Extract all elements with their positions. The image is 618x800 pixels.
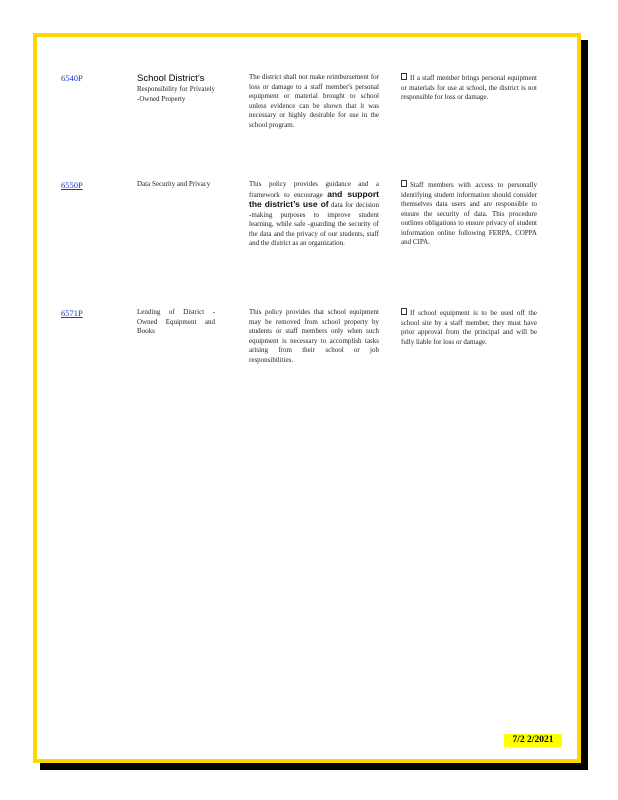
policy-title-main: School District’s [137,73,205,84]
description-part: This policy provides guidance and a framework to encourage [249,180,379,199]
bullet-text: If a staff member brings personal equipment or materials for use at school, the district is not responsible for loss or damage. [401,74,537,101]
bullet-text: If school equipment is to be used off the school site by a staff member, they must have prior approval from the principal and will be fully liable for loss or damage. [401,309,537,346]
policy-title-rest: Responsibility for Privately -Owned Property [137,85,215,103]
policy-code-link[interactable]: 6550P [61,180,83,190]
document-page [33,33,581,763]
bullet-text: Staff members with access to personally identifying student information should consider themselves data users and are responsible to ensure the security of data. This procedure outlines obligations to ensure privacy of student information online following FERPA, COPPA and CIPA. [401,181,537,246]
bullet-box-icon [401,180,407,187]
policy-procedure-bullet [401,73,537,103]
description-bold-part: and support the district’s use of [249,188,380,209]
description-part: data for decision -making purposes to improve student learning, while safe -guarding the security of the data and the privacy of our students, staff and the district as an organization. [249,201,380,247]
policy-title: Lending of District - Owned Equipment and Books [137,308,215,335]
policy-code-link[interactable]: 6540P [61,73,83,83]
bullet-box-icon [401,308,407,315]
policy-procedure-bullet [401,180,537,248]
bullet-box-icon [401,73,407,80]
policy-title: Data Security and Privacy [137,180,211,188]
footer-date: 7/2 2/2021 [504,734,562,747]
policy-title [137,73,215,104]
policy-description: The district shall not make reimbursement for loss or damage to a staff member's personal equipment or material brought to school unless evidence can be shown that it was necessary or highly desirable for use in the school program. [249,73,379,129]
policy-description: This policy provides that school equipment may be removed from school property by students or staff members only when such equipment is necessary to accomplish tasks arising from their school or job responsibilities. [249,308,379,364]
policy-procedure-bullet [401,308,537,347]
policy-code-link[interactable]: 6571P [61,308,83,318]
policy-description [249,180,379,249]
